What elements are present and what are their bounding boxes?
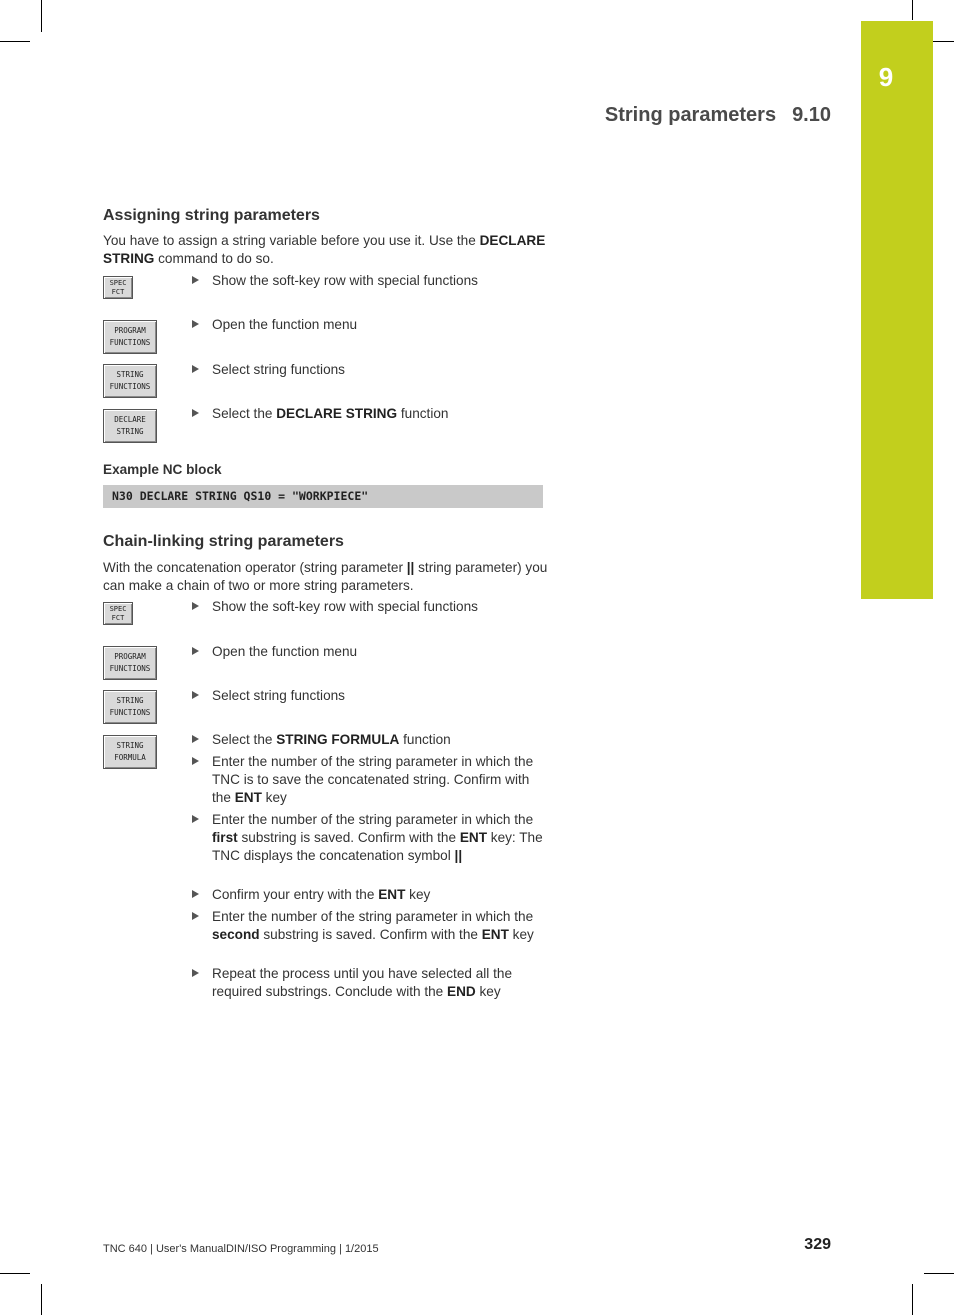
softkey-program-functions[interactable] bbox=[103, 646, 157, 680]
substep-item bbox=[192, 886, 544, 904]
step-text-part: key: The TNC displays the concatenation symbol bbox=[212, 830, 543, 863]
softkey-string-formula[interactable] bbox=[103, 735, 157, 769]
step-text-bold: DECLARE STRING bbox=[276, 406, 398, 421]
section-heading-assigning: Assigning string parameters bbox=[103, 207, 320, 224]
step-text-part: key bbox=[475, 984, 501, 999]
step-text-part: Enter the number of the string parameter in which the TNC is to save the concatenated string. Confirm with the bbox=[212, 754, 534, 805]
key-label: FUNCTIONS bbox=[109, 382, 151, 391]
key-label: DECLARE bbox=[114, 415, 146, 424]
step-item bbox=[192, 272, 544, 290]
softkey-spec-fct[interactable] bbox=[103, 602, 133, 625]
step-text bbox=[212, 886, 544, 904]
arrow-icon bbox=[192, 969, 199, 977]
arrow-icon bbox=[192, 815, 199, 823]
key-label: FUNCTIONS bbox=[109, 664, 151, 673]
key-label: FUNCTIONS bbox=[109, 338, 151, 347]
step-text: Show the soft-key row with special functions bbox=[212, 273, 478, 288]
crop-mark bbox=[41, 0, 42, 32]
step-text-part: Confirm your entry with the bbox=[212, 887, 379, 902]
key-label: SPEC bbox=[109, 605, 127, 613]
step-text-part: Repeat the process until you have selected all the required substrings. Conclude with the bbox=[212, 966, 513, 999]
step-text: Select string functions bbox=[212, 688, 345, 703]
step-text bbox=[212, 731, 544, 749]
crop-mark bbox=[0, 41, 30, 42]
step-text-part: Enter the number of the string parameter in which the bbox=[212, 909, 534, 924]
arrow-icon bbox=[192, 735, 199, 743]
step-text-bold: END bbox=[447, 984, 476, 999]
step-text-bold: ENT bbox=[481, 927, 509, 942]
substep-item bbox=[192, 753, 544, 807]
arrow-icon bbox=[192, 757, 199, 765]
key-label: STRING bbox=[116, 427, 144, 436]
footer-text: TNC 640 | User's ManualDIN/ISO Programming | 1/2015 bbox=[103, 1243, 379, 1255]
key-label: FCT bbox=[111, 287, 125, 296]
key-label: STRING bbox=[116, 370, 144, 379]
intro-bold: DECLARE STRING bbox=[103, 233, 546, 266]
nc-code-block: N30 DECLARE STRING QS10 = "WORKPIECE" bbox=[103, 485, 543, 508]
softkey-string-functions[interactable] bbox=[103, 690, 157, 724]
key-label: FORMULA bbox=[114, 753, 146, 762]
softkey-string-functions[interactable] bbox=[103, 364, 157, 398]
crop-mark bbox=[0, 1273, 30, 1274]
step-text-part: Enter the number of the string parameter in which the bbox=[212, 812, 534, 827]
step-text-part: key bbox=[405, 887, 431, 902]
step-text bbox=[212, 811, 544, 865]
substep-item bbox=[192, 965, 544, 1001]
header-section-number: 9.10 bbox=[792, 104, 831, 126]
step-text bbox=[212, 405, 544, 423]
key-label: FCT bbox=[111, 613, 125, 622]
key-label: FUNCTIONS bbox=[109, 708, 151, 717]
arrow-icon bbox=[192, 912, 199, 920]
crop-mark bbox=[912, 1284, 913, 1315]
step-item bbox=[192, 643, 544, 661]
step-item bbox=[192, 731, 544, 749]
step-item bbox=[192, 598, 544, 616]
step-text: Select string functions bbox=[212, 362, 345, 377]
substep-item bbox=[192, 908, 544, 944]
intro-text: command to do so. bbox=[154, 251, 274, 266]
crop-mark bbox=[41, 1284, 42, 1315]
step-text-bold: ENT bbox=[459, 830, 487, 845]
step-text-bold: second bbox=[212, 927, 260, 942]
step-text: Open the function menu bbox=[212, 644, 358, 659]
key-label: PROGRAM bbox=[114, 652, 146, 661]
section2-intro bbox=[103, 559, 548, 595]
arrow-icon bbox=[192, 647, 199, 655]
arrow-icon bbox=[192, 409, 199, 417]
step-text bbox=[212, 965, 544, 1001]
step-item bbox=[192, 316, 544, 334]
step-item bbox=[192, 405, 544, 423]
step-text-bold: || bbox=[454, 848, 463, 863]
step-text-bold: ENT bbox=[378, 887, 406, 902]
key-label: STRING bbox=[116, 696, 144, 705]
arrow-icon bbox=[192, 890, 199, 898]
page-number: 329 bbox=[804, 1236, 831, 1253]
key-label: PROGRAM bbox=[114, 326, 146, 335]
step-text-part: Select the bbox=[212, 406, 277, 421]
softkey-program-functions[interactable] bbox=[103, 320, 157, 354]
intro-text: With the concatenation operator (string parameter bbox=[103, 560, 407, 575]
arrow-icon bbox=[192, 320, 199, 328]
intro-bold: || bbox=[406, 560, 415, 575]
example-heading: Example NC block bbox=[103, 462, 222, 477]
crop-mark bbox=[924, 1273, 954, 1274]
step-text-part: Select the bbox=[212, 732, 277, 747]
header-title: String parameters bbox=[604, 104, 777, 126]
step-text: Open the function menu bbox=[212, 317, 358, 332]
step-text-part: function bbox=[397, 406, 449, 421]
step-text-bold: STRING FORMULA bbox=[276, 732, 400, 747]
softkey-declare-string[interactable] bbox=[103, 409, 157, 443]
intro-text: string parameter) you can make a chain of two or more string parameters. bbox=[103, 560, 548, 593]
key-label: STRING bbox=[116, 741, 144, 750]
section1-intro bbox=[103, 232, 548, 268]
step-text-bold: ENT bbox=[234, 790, 262, 805]
step-text-bold: first bbox=[212, 830, 238, 845]
softkey-spec-fct[interactable] bbox=[103, 276, 133, 299]
step-text-part: substring is saved. Confirm with the bbox=[259, 927, 482, 942]
running-header bbox=[605, 104, 831, 127]
chapter-number: 9 bbox=[878, 62, 894, 92]
step-text-part: key bbox=[508, 927, 534, 942]
step-text bbox=[212, 753, 544, 807]
step-text-part: key bbox=[261, 790, 287, 805]
intro-text: You have to assign a string variable before you use it. Use the bbox=[103, 233, 480, 248]
step-item bbox=[192, 361, 544, 379]
step-text-part: function bbox=[399, 732, 451, 747]
chapter-tab bbox=[861, 21, 933, 599]
arrow-icon bbox=[192, 276, 199, 284]
step-text bbox=[212, 908, 544, 944]
arrow-icon bbox=[192, 602, 199, 610]
step-text: Show the soft-key row with special functions bbox=[212, 599, 478, 614]
section-heading-chain-linking: Chain-linking string parameters bbox=[103, 533, 344, 550]
arrow-icon bbox=[192, 691, 199, 699]
step-text-part: substring is saved. Confirm with the bbox=[237, 830, 460, 845]
substep-item bbox=[192, 811, 544, 865]
step-item bbox=[192, 687, 544, 705]
arrow-icon bbox=[192, 365, 199, 373]
crop-mark bbox=[912, 0, 913, 20]
key-label: SPEC bbox=[109, 279, 127, 287]
